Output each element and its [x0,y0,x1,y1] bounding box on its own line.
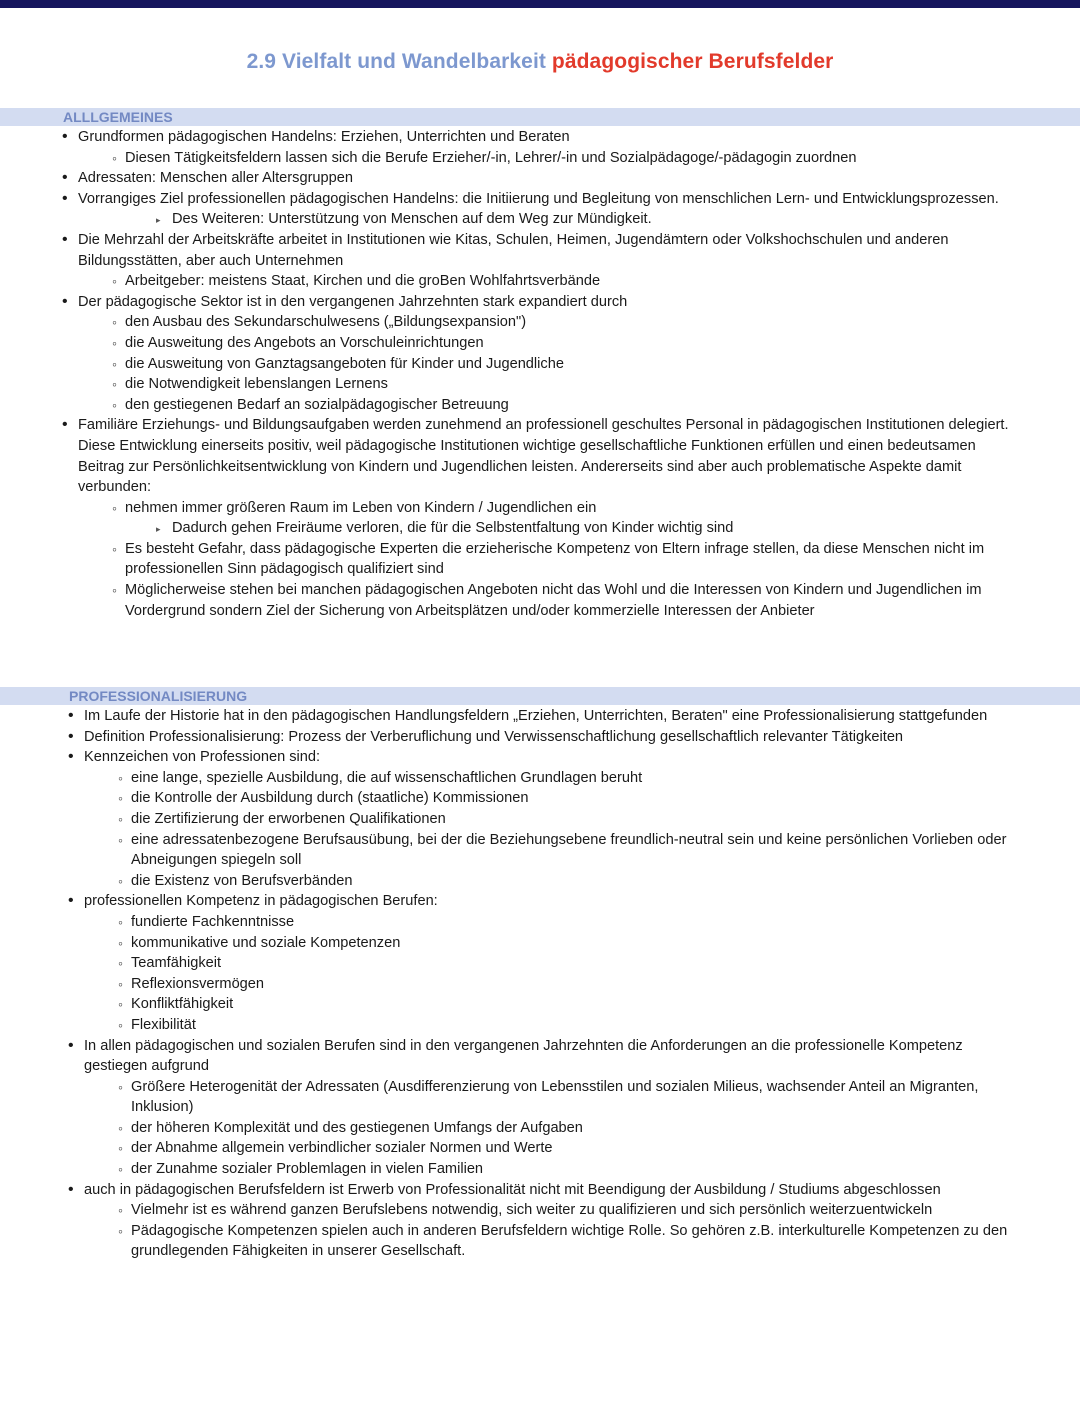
list-item: ◦ die Ausweitung von Ganztagsangeboten für Kinder und Jugendliche [0,354,1080,375]
list-item: ◦ der höheren Komplexität und des gestiegenen Umfangs der Aufgaben [0,1118,1080,1139]
list-item: ◦ Arbeitgeber: meistens Staat, Kirchen und die groBen Wohlfahrtsverbände [0,271,1080,292]
list-item: ◦ die Existenz von Berufsverbänden [0,871,1080,892]
list-item: • In allen pädagogischen und sozialen Berufen sind in den vergangenen Jahrzehnten die Anforderungen an die professionelle Kompetenz gestiegen aufgrund [0,1036,1080,1077]
list-item: ◦ Konfliktfähigkeit [0,994,1080,1015]
section-list-allgemeines [0,127,1080,621]
list-item: ◦ eine lange, spezielle Ausbildung, die auf wissenschaftlichen Grundlagen beruht [0,768,1080,789]
list-item: • professionellen Kompetenz in pädagogischen Berufen: [0,891,1080,912]
list-item: ◦ Es besteht Gefahr, dass pädagogische Experten die erzieherische Kompetenz von Eltern infrage stellen, da diese Menschen nicht im professionellen Sinn pädagogisch qualifiziert sind [0,539,1080,580]
list-item: ▸ Dadurch gehen Freiräume verloren, die für die Selbstentfaltung von Kinder wichtig sind [0,518,1080,539]
title-part-1: 2.9 Vielfalt und Wandelbarkeit [246,50,546,73]
title-part-2: pädagogischer Berufsfelder [551,50,834,73]
section-list-professionalisierung [0,706,1080,1262]
list-item: ◦ eine adressatenbezogene Berufsausübung, bei der die Beziehungsebene freundlich-neutral sein und keine persönlichen Vorlieben oder Abneigungen spiegeln soll [0,830,1080,871]
list-item: • Grundformen pädagogischen Handelns: Erziehen, Unterrichten und Beraten [0,127,1080,148]
list-item: ◦ Vielmehr ist es während ganzen Berufslebens notwendig, sich weiter zu qualifizieren und sich persönlich weiterzuentwickeln [0,1200,1080,1221]
list-item: ◦ Reflexionsvermögen [0,974,1080,995]
list-item: ◦ die Ausweitung des Angebots an Vorschuleinrichtungen [0,333,1080,354]
list-item: • Die Mehrzahl der Arbeitskräfte arbeitet in Institutionen wie Kitas, Schulen, Heimen, Jugendämtern oder Volkshochschulen und anderen Bildungsstätten, aber auch Unternehmen [0,230,1080,271]
section-heading-professionalisierung: PROFESSIONALISIERUNG [0,687,1080,705]
top-accent-bar [0,0,1080,8]
list-item: • Im Laufe der Historie hat in den pädagogischen Handlungsfeldern „Erziehen, Unterrichten, Beraten" eine Professionalisierung stattgefunden [0,706,1080,727]
list-item: ◦ nehmen immer größeren Raum im Leben von Kindern / Jugendlichen ein [0,498,1080,519]
list-item: • Adressaten: Menschen aller Altersgruppen [0,168,1080,189]
list-item: ◦ den gestiegenen Bedarf an sozialpädagogischer Betreuung [0,395,1080,416]
list-item: ◦ fundierte Fachkenntnisse [0,912,1080,933]
list-item: ◦ Flexibilität [0,1015,1080,1036]
list-item: ◦ Pädagogische Kompetenzen spielen auch in anderen Berufsfeldern wichtige Rolle. So gehören z.B. interkulturelle Kompetenzen zu den grundlegenden Fähigkeiten in unserer Gesellschaft. [0,1221,1080,1262]
list-item: ◦ der Zunahme sozialer Problemlagen in vielen Familien [0,1159,1080,1180]
list-item: ◦ Diesen Tätigkeitsfeldern lassen sich die Berufe Erzieher/-in, Lehrer/-in und Sozialpädagoge/-pädagogin zuordnen [0,148,1080,169]
list-item: ◦ Teamfähigkeit [0,953,1080,974]
section-heading-allgemeines: ALLLGEMEINES [0,108,1080,126]
list-item: ◦ die Zertifizierung der erworbenen Qualifikationen [0,809,1080,830]
list-item: • Definition Professionalisierung: Prozess der Verberuflichung und Verwissenschaftlichung gesellschaftlich relevanter Tätigkeiten [0,727,1080,748]
list-item: ◦ kommunikative und soziale Kompetenzen [0,933,1080,954]
page-title [0,50,1080,74]
list-item: ◦ Möglicherweise stehen bei manchen pädagogischen Angeboten nicht das Wohl und die Interessen von Kindern und Jugendlichen im Vordergrund sondern Ziel der Sicherung von Arbeitsplätzen und/oder kommerzielle Interessen der Anbieter [0,580,1080,621]
list-item: ◦ die Notwendigkeit lebenslangen Lernens [0,374,1080,395]
list-item: ◦ Größere Heterogenität der Adressaten (Ausdifferenzierung von Lebensstilen und sozialen Milieus, wachsender Anteil an Migranten, Inklusion) [0,1077,1080,1118]
list-item: • auch in pädagogischen Berufsfeldern ist Erwerb von Professionalität nicht mit Beendigung der Ausbildung / Studiums abgeschlossen [0,1180,1080,1201]
list-item: • Vorrangiges Ziel professionellen pädagogischen Handelns: die Initiierung und Begleitung von menschlichen Lern- und Entwicklungsprozessen. [0,189,1080,210]
list-item: • Kennzeichen von Professionen sind: [0,747,1080,768]
list-item: ◦ den Ausbau des Sekundarschulwesens („Bildungsexpansion") [0,312,1080,333]
list-item: • Der pädagogische Sektor ist in den vergangenen Jahrzehnten stark expandiert durch [0,292,1080,313]
list-item: ◦ der Abnahme allgemein verbindlicher sozialer Normen und Werte [0,1138,1080,1159]
list-item: ◦ die Kontrolle der Ausbildung durch (staatliche) Kommissionen [0,788,1080,809]
list-item: • Familiäre Erziehungs- und Bildungsaufgaben werden zunehmend an professionell geschultes Personal in pädagogischen Institutionen delegiert. Diese Entwicklung einerseits positiv, weil pädagogische Institutionen wichtige gesellschaftliche Funktionen erfüllen und einen bedeutsamen Beitrag zur Persönlichkeitsentwicklung von Kindern und Jugendlichen leisten. Andererseits sind aber auch problematische Aspekte damit verbunden: [0,415,1080,497]
list-item: ▸ Des Weiteren: Unterstützung von Menschen auf dem Weg zur Mündigkeit. [0,209,1080,230]
